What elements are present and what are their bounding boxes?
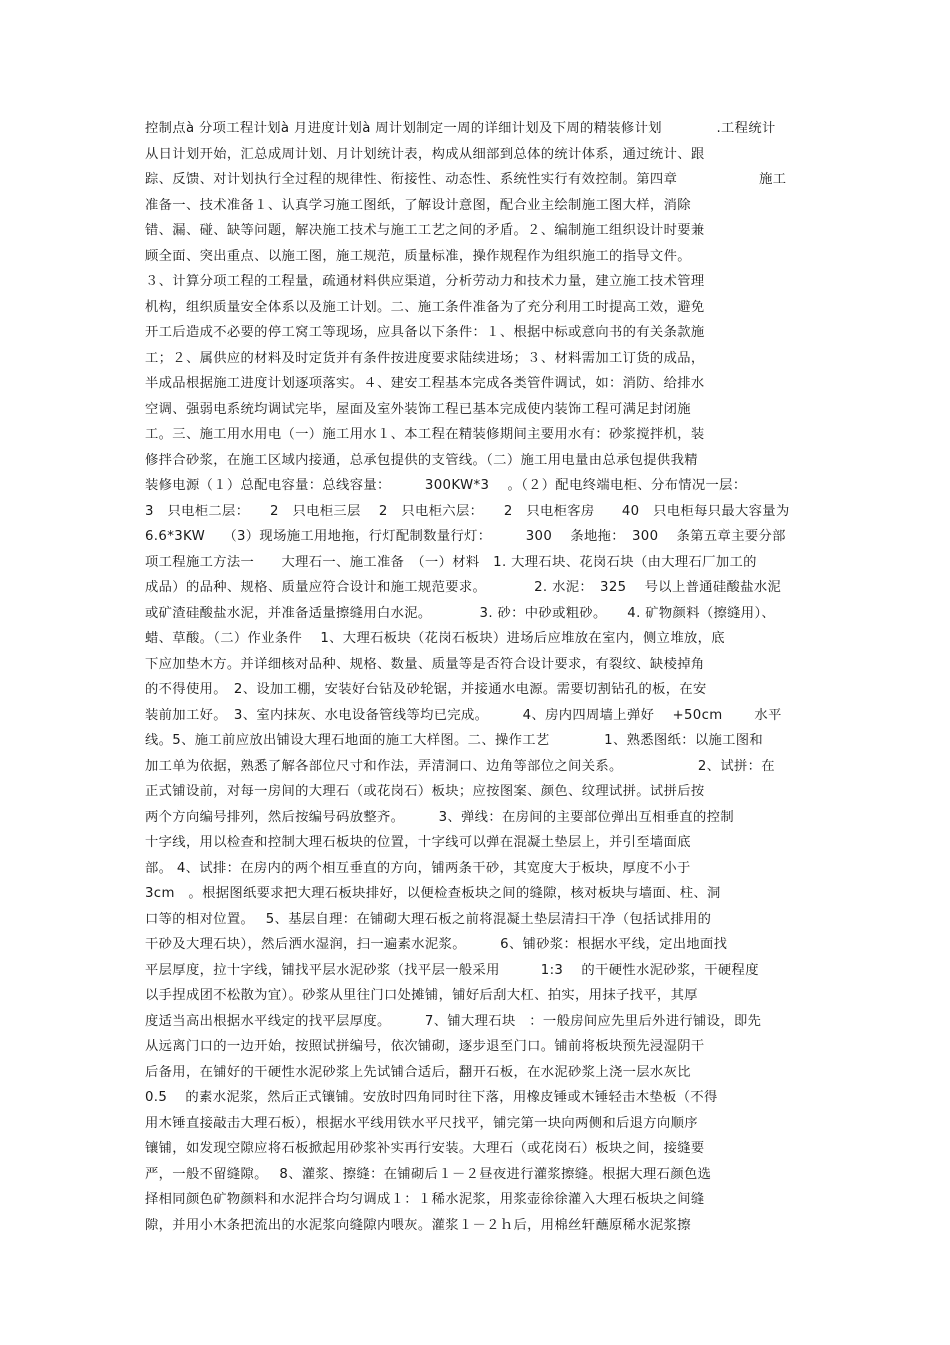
text-line: 口等的相对位置。 5、基层自理：在铺砌大理石板之前将混凝土垫层清扫干净（包括试排用的 bbox=[145, 912, 712, 927]
text-line: 镶铺，如发现空隙应将石板掀起用砂浆补实再行安装。大理石（或花岗石）板块之间，接缝要 bbox=[145, 1141, 705, 1156]
text-line: 机构，组织质量安全体系以及施工计划。二、施工条件准备为了充分利用工时提高工效，避免 bbox=[145, 300, 705, 315]
text-line: 或矿渣硅酸盐水泥，并准备适量擦缝用白水泥。 3. 砂：中砂或粗砂。 4. 矿物颜料（擦缝用）、 bbox=[145, 606, 776, 621]
text-line: 下应加垫木方。并详细核对品种、规格、数量、质量等是否符合设计要求，有裂纹、缺棱掉角 bbox=[145, 657, 705, 672]
text-line: 工。三、施工用水用电（一）施工用水１、本工程在精装修期间主要用水有：砂浆搅拌机，装 bbox=[145, 427, 705, 442]
text-line: 隙，并用小木条把流出的水泥浆向缝隙内喂灰。灌浆１－２ｈ后，用棉丝轩蘸原稀水泥浆擦 bbox=[145, 1218, 691, 1233]
text-line: 空调、强弱电系统均调试完毕，屋面及室外装饰工程已基本完成使内装饰工程可满足封闭施 bbox=[145, 402, 691, 417]
text-line: 度适当高出根据水平线定的找平层厚度。 7、铺大理石块 ：一般房间应先里后外进行铺设，即先 bbox=[145, 1014, 762, 1029]
text-line: 十字线，用以检查和控制大理石板块的位置，十字线可以弹在混凝土垫层上，并引至墙面底 bbox=[145, 835, 691, 850]
text-line: 项工程施工方法一 大理石一、施工准备 （一）材料 1. 大理石块、花岗石块（由大理石厂加工的 bbox=[145, 555, 757, 570]
text-line: 修拌合砂浆，在施工区域内接通，总承包提供的支管线。（二）施工用电量由总承包提供我精 bbox=[145, 453, 698, 468]
text-line: 从远离门口的一边开始，按照试拼编号，依次铺砌，逐步退至门口。铺前将板块预先浸湿阴干 bbox=[145, 1039, 705, 1054]
text-line: 3 只电柜二层： 2 只电柜三层 2 只电柜六层： 2 只电柜客房 40 只电柜每只最大容量为 bbox=[145, 504, 790, 519]
text-line: 干砂及大理石块），然后洒水湿润，扫一遍素水泥浆。 6、铺砂浆：根据水平线，定出地面找 bbox=[145, 937, 728, 952]
text-line: 用木锤直接敲击大理石板），根据水平线用铁水平尺找平，铺完第一块向两侧和后退方向顺序 bbox=[145, 1116, 698, 1131]
text-line: 平层厚度，拉十字线，铺找平层水泥砂浆（找平层一般采用 1:3 的干硬性水泥砂浆，干硬程度 bbox=[145, 963, 759, 978]
text-line: 开工后造成不必要的停工窝工等现场，应具备以下条件：１、根据中标或意向书的有关条款施 bbox=[145, 325, 705, 340]
text-line: 严，一般不留缝隙。 8、灌浆、擦缝：在铺砌后１－２昼夜进行灌浆擦缝。根据大理石颜色选 bbox=[145, 1167, 712, 1182]
text-line: 的不得使用。 2、设加工棚，安装好台钻及砂轮锯，并接通水电源。需要切割钻孔的板，在安 bbox=[145, 682, 707, 697]
text-line: 半成品根据施工进度计划逐项落实。４、建安工程基本完成各类管件调试，如：消防、给排水 bbox=[145, 376, 705, 391]
text-line: 踪、反馈、对计划执行全过程的规律性、衔接性、动态性、系统性实行有效控制。第四章 施工 bbox=[145, 172, 787, 187]
text-line: ３、计算分项工程的工程量，疏通材料供应渠道，分析劳动力和技术力量，建立施工技术管理 bbox=[145, 274, 705, 289]
text-line: 以手捏成团不松散为宜）。砂浆从里往门口处摊铺，铺好后刮大杠、拍实，用抹子找平，其厚 bbox=[145, 988, 698, 1003]
text-line: 加工单为依据，熟悉了解各部位尺寸和作法，弄清洞口、边角等部位之间关系。 2、试拼：在 bbox=[145, 759, 775, 774]
text-line: 控制点à 分项工程计划à 月进度计划à 周计划制定一周的详细计划及下周的精装修计划 .工程统计 bbox=[145, 121, 776, 136]
text-line: 3cm 。根据图纸要求把大理石板块排好，以便检查板块之间的缝隙，核对板块与墙面、柱、洞 bbox=[145, 886, 721, 901]
text-line: 蜡、草酸。（二）作业条件 1、大理石板块（花岗石板块）进场后应堆放在室内，侧立堆放，底 bbox=[145, 631, 725, 646]
text-line: 准备一、技术准备１、认真学习施工图纸，了解设计意图，配合业主绘制施工图大样，消除 bbox=[145, 198, 691, 213]
text-line: 装修电源（１）总配电容量：总线容量： 300KW*3 。（２）配电终端电柜、分布情况一层： bbox=[145, 478, 747, 493]
text-line: 错、漏、碰、缺等问题，解决施工技术与施工工艺之间的矛盾。２、编制施工组织设计时要兼 bbox=[145, 223, 705, 238]
text-line: 0.5 的素水泥浆，然后正式镶铺。安放时四角同时往下落，用橡皮锤或木锤轻击木垫板（不得 bbox=[145, 1090, 718, 1105]
text-line: 部。 4、试排：在房内的两个相互垂直的方向，铺两条干砂，其宽度大于板块，厚度不小于 bbox=[145, 861, 691, 876]
text-line: 正式铺设前，对每一房间的大理石（或花岗石）板块；应按图案、颜色、纹理试拼。试拼后按 bbox=[145, 784, 705, 799]
text-line: 6.6*3KW （3）现场施工用地拖，行灯配制数量行灯： 300 条地拖： 300 条第五章主要分部 bbox=[145, 529, 786, 544]
text-line: 成品）的品种、规格、质量应符合设计和施工规范要求。 2. 水泥： 325 号以上普通硅酸盐水泥 bbox=[145, 580, 782, 595]
text-line: 线。5、施工前应放出铺设大理石地面的施工大样图。二、操作工艺 1、熟悉图纸：以施工图和 bbox=[145, 733, 764, 748]
text-line: 择相同颜色矿物颜料和水泥拌合均匀调成１：１稀水泥浆，用浆壶徐徐灌入大理石板块之间缝 bbox=[145, 1192, 705, 1207]
text-line: 从日计划开始，汇总成周计划、月计划统计表，构成从细部到总体的统计体系，通过统计、跟 bbox=[145, 147, 705, 162]
text-line: 装前加工好。 3、室内抹灰、水电设备管线等均已完成。 4、房内四周墙上弹好 +50cm 水平 bbox=[145, 708, 782, 723]
text-line: 顾全面、突出重点、以施工图，施工规范，质量标准，操作规程作为组织施工的指导文件。 bbox=[145, 249, 691, 264]
text-line: 两个方向编号排列，然后按编号码放整齐。 3、弹线：在房间的主要部位弹出互相垂直的控制 bbox=[145, 810, 734, 825]
text-line: 工；２、属供应的材料及时定货并有条件按进度要求陆续进场；３、材料需加工订货的成品， bbox=[145, 351, 705, 366]
text-line: 后备用，在铺好的干硬性水泥砂浆上先试铺合适后，翻开石板，在水泥砂浆上浇一层水灰比 bbox=[145, 1065, 691, 1080]
